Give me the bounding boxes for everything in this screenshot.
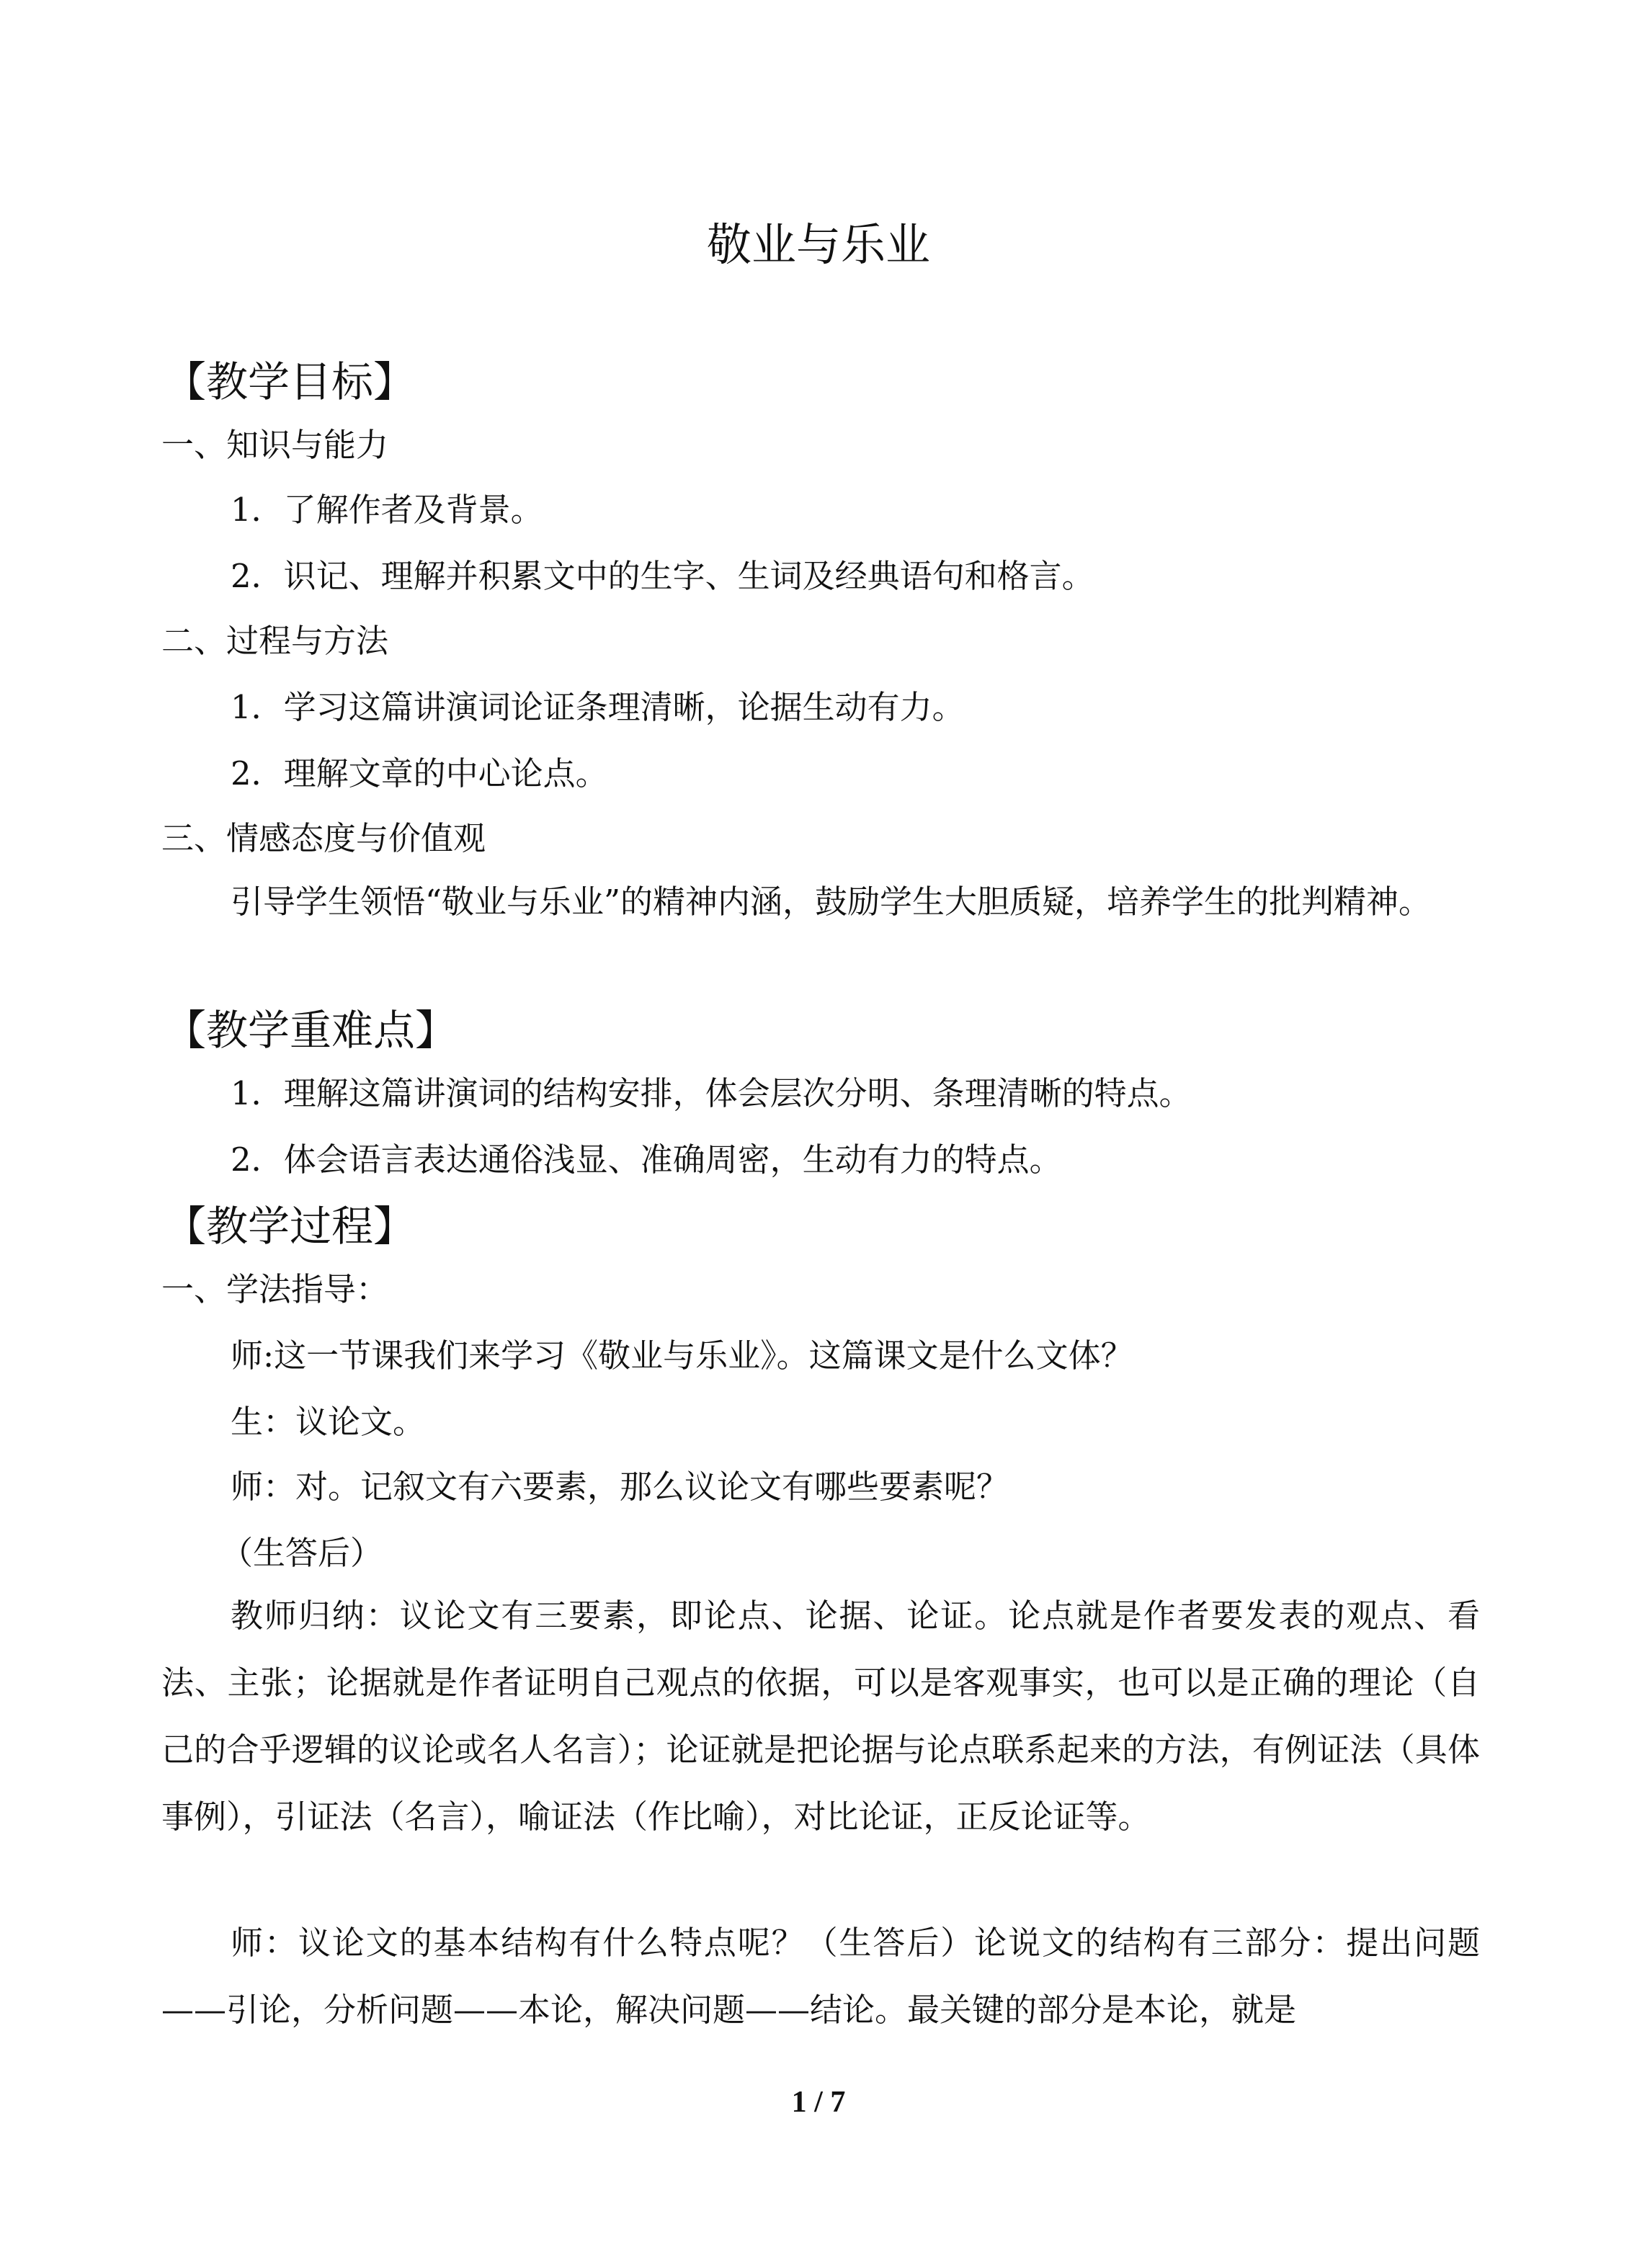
paragraph: 教师归纳：议论文有三要素，即论点、论据、论证。论点就是作者要发表的观点、看法、主张；论据就是作者证明自己观点的依据，可以是客观事实，也可以是正确的理论（自己的合乎逻辑的议论或名人名言）；论证就是把论据与论点联系起来的方法，有例证法（具体事例），引证法（名言），喻证法（作比喻），对比论证，正反论证等。 xyxy=(161,1597,1480,1836)
heading-teaching-process: 【教学过程】 xyxy=(164,1202,416,1251)
subheading-emotion-values: 三、情感态度与价值观 xyxy=(161,819,486,857)
paragraph: 引导学生领悟“敬业与乐业”的精神内涵，鼓励学生大胆质疑，培养学生的批判精神。 xyxy=(231,883,1432,921)
heading-key-difficulties: 【教学重难点】 xyxy=(164,1006,458,1055)
dialogue-line: （生答后） xyxy=(220,1534,383,1572)
list-item: 2．体会语言表达通俗浅显、准确周密，生动有力的特点。 xyxy=(231,1140,1062,1179)
paragraph: 师：议论文的基本结构有什么特点呢？（生答后）论说文的结构有三部分：提出问题——引论，分析问题——本论，解决问题——结论。最关键的部分是本论，就是 xyxy=(161,1924,1480,2029)
list-item: 1．了解作者及背景。 xyxy=(231,491,543,529)
subheading-study-guide: 一、学法指导： xyxy=(161,1270,389,1308)
list-item: 1．理解这篇讲演词的结构安排，体会层次分明、条理清晰的特点。 xyxy=(231,1074,1192,1112)
dialogue-line: 师：对。记叙文有六要素，那么议论文有哪些要素呢？ xyxy=(231,1468,1009,1506)
document-title: 敬业与乐业 xyxy=(706,218,930,271)
list-item: 2．识记、理解并积累文中的生字、生词及经典语句和格言。 xyxy=(231,557,1094,595)
heading-teaching-goals: 【教学目标】 xyxy=(164,357,416,406)
dialogue-line: 生：议论文。 xyxy=(231,1403,426,1441)
subheading-process-method: 二、过程与方法 xyxy=(161,622,389,660)
page-number: 1 / 7 xyxy=(791,2086,846,2119)
list-item: 1．学习这篇讲演词论证条理清晰，论据生动有力。 xyxy=(231,688,965,726)
subheading-knowledge-ability: 一、知识与能力 xyxy=(161,426,389,464)
list-item: 2．理解文章的中心论点。 xyxy=(231,754,608,793)
dialogue-line: 师:这一节课我们来学习《敬业与乐业》。这篇课文是什么文体？ xyxy=(231,1336,1133,1375)
